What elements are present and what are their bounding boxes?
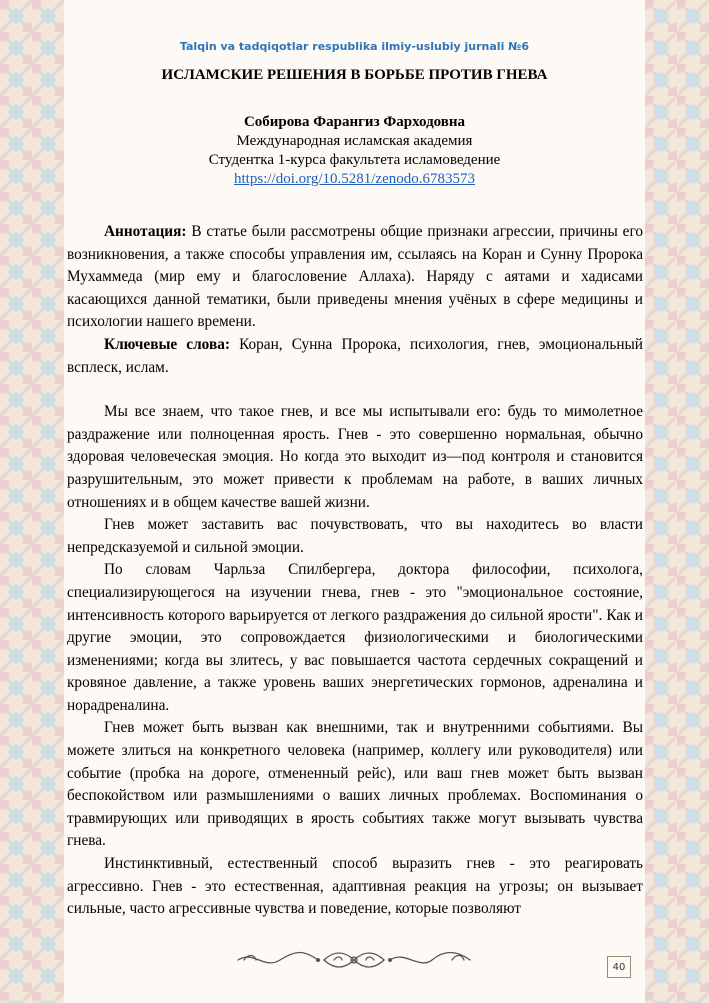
keywords-label: Ключевые слова: — [104, 335, 230, 353]
abstract-paragraph — [67, 221, 643, 334]
document-page — [64, 0, 645, 1003]
journal-header: Talqin va tadqiqotlar respublika ilmiy-uslubiy jurnali №6 — [179, 40, 530, 53]
body-paragraph: По словам Чарльза Спилбергера, доктора философии, психолога, специализирующегося на изучении гнева, гнев - это "эмоциональное состояние, интенсивность которого варьируется от легкого раздражения до сильной ярости". Как и другие эмоции, это сопровождается физиологическими и биологическими изменениями; когда вы злитесь, у вас повышается частота сердечных сокращений и кровяное давление, а также уровень ваших энергетических гормонов, адреналина и норадреналина. — [67, 561, 643, 714]
abstract-text: В статье были рассмотрены общие признаки агрессии, причины его возникновения, а также способы управления им, ссылаясь на Коран и Сунну Пророка Мухаммеда (мир ему и благословение Аллаха). Наряду с аятами и хадисами касающихся данной тематики, были приведены мнения учёных в сфере медицины и психологии нашего времени. — [67, 223, 643, 331]
body-paragraph: Гнев может быть вызван как внешними, так и внутренними событиями. Вы можете злиться на конкретного человека (например, коллегу или руководителя) или событие (пробка на дороге, отмененный рейс), или ваш гнев может быть вызван беспокойством или размышлениями о ваших личных проблемах. Воспоминания о травмирующих или приводящих в ярость событиях также могут вызывать чувства гнева. — [67, 719, 643, 850]
body-paragraph: Мы все знаем, что такое гнев, и все мы испытывали его: будь то мимолетное раздражение или полноценная ярость. Гнев - это совершенно нормальная, обычно здоровая человеческая эмоция. Но когда это выходит из—под контроля и становится разрушительным, это может привести к проблемам на работе, в ваших личных отношениях и в общем качестве вашей жизни. — [67, 403, 643, 511]
decorative-border-left — [0, 0, 64, 1003]
article-title: ИСЛАМСКИЕ РЕШЕНИЯ В БОРЬБЕ ПРОТИВ ГНЕВА — [161, 67, 548, 83]
decorative-border-right — [645, 0, 709, 1003]
doi-link[interactable]: https://doi.org/10.5281/zenodo.6783573 — [234, 171, 475, 187]
keywords-text: Коран, Сунна Пророка, психология, гнев, эмоциональный всплеск, ислам. — [67, 335, 643, 376]
article-body — [67, 221, 643, 921]
author-affiliation: Международная исламская академия — [236, 133, 473, 149]
keywords-paragraph — [67, 334, 643, 379]
author-name: Собирова Фарангиз Фарходовна — [243, 114, 466, 130]
body-paragraph: Гнев может заставить вас почувствовать, что вы находитесь во власти непредсказуемой и сильной эмоции. — [67, 516, 643, 556]
page-number: 40 — [607, 956, 631, 978]
abstract-label: Аннотация: — [104, 223, 187, 240]
footer-ornament-icon — [234, 945, 474, 975]
body-paragraph: Инстинктивный, естественный способ выразить гнев - это реагировать агрессивно. Гнев - это естественная, адаптивная реакция на угрозы; он вызывает сильные, часто агрессивные чувства и поведение, которые позволяют — [67, 855, 643, 918]
author-position: Студентка 1-курса факультета исламоведение — [208, 152, 501, 168]
author-block — [66, 113, 643, 189]
